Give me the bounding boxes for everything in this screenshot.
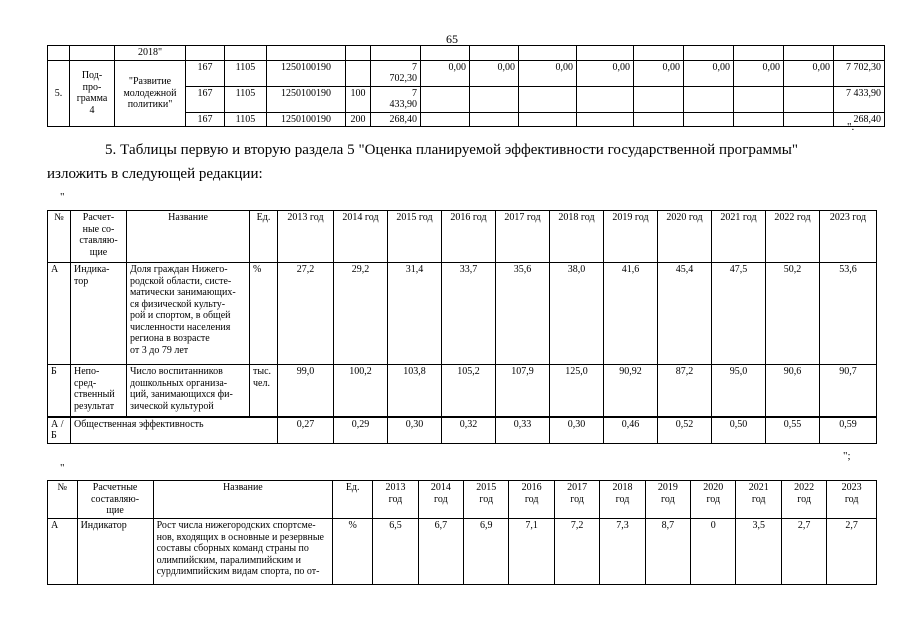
value-cell: 27,2 xyxy=(278,263,334,365)
unit: % xyxy=(250,263,278,365)
cell xyxy=(577,112,634,127)
cell: 167 xyxy=(186,112,225,127)
cell: 7 433,90 xyxy=(371,86,421,112)
cell xyxy=(784,86,834,112)
cell: 7 702,30 xyxy=(834,60,885,86)
value-cell: 35,6 xyxy=(496,263,550,365)
value-cell: 29,2 xyxy=(334,263,388,365)
page-number: 65 xyxy=(446,32,458,46)
unit: % xyxy=(333,519,373,585)
opening-quote: " xyxy=(60,191,65,203)
value-cell: 87,2 xyxy=(658,365,712,417)
cell: 0,00 xyxy=(734,60,784,86)
column-header: 2020 год xyxy=(691,481,736,519)
cell: 0,00 xyxy=(784,60,834,86)
cell: 1105 xyxy=(225,112,267,127)
cell: 0,00 xyxy=(470,60,519,86)
instruction-paragraph-line2: изложить в следующей редакции: xyxy=(47,166,263,182)
column-header: 2021 год xyxy=(736,481,781,519)
program-name: "Развитие молодежной политики" xyxy=(115,60,186,127)
value-cell: 0,27 xyxy=(278,417,334,444)
column-header: 2014 год xyxy=(334,211,388,263)
component-label: Непо- сред- ственный результат xyxy=(71,365,127,417)
column-header: Название xyxy=(127,211,250,263)
value-cell: 38,0 xyxy=(550,263,604,365)
cell: 1105 xyxy=(225,86,267,112)
cell: 167 xyxy=(186,86,225,112)
row-number: А / Б xyxy=(48,417,71,444)
cell xyxy=(684,86,734,112)
value-cell: 6,9 xyxy=(464,519,509,585)
table-row xyxy=(48,365,877,417)
cell xyxy=(519,86,577,112)
cell: 1250100190 xyxy=(267,60,346,86)
cell: 1105 xyxy=(225,60,267,86)
header-row xyxy=(48,211,877,263)
cell: 100 xyxy=(346,86,371,112)
cell xyxy=(634,112,684,127)
value-cell: 0,30 xyxy=(388,417,442,444)
column-header: 2022 год xyxy=(781,481,826,519)
cell xyxy=(346,60,371,86)
cell: 200 xyxy=(346,112,371,127)
value-cell: 103,8 xyxy=(388,365,442,417)
value-cell: 41,6 xyxy=(604,263,658,365)
value-cell: 53,6 xyxy=(820,263,877,365)
table-row xyxy=(48,263,877,365)
cell xyxy=(421,112,470,127)
closing-quote: "; xyxy=(843,450,851,462)
column-header: 2019 год xyxy=(645,481,690,519)
efficiency-table-1 xyxy=(47,210,877,444)
table-row xyxy=(48,519,877,585)
value-cell: 0,59 xyxy=(820,417,877,444)
cell: 7 433,90 xyxy=(834,86,885,112)
value-cell: 107,9 xyxy=(496,365,550,417)
column-header: 2015 год xyxy=(388,211,442,263)
value-cell: 6,7 xyxy=(418,519,463,585)
value-cell: 0,30 xyxy=(550,417,604,444)
summary-label: Общественная эффективность xyxy=(71,417,278,444)
summary-row xyxy=(48,417,877,444)
cell xyxy=(684,112,734,127)
cell xyxy=(421,86,470,112)
value-cell: 0,46 xyxy=(604,417,658,444)
value-cell: 50,2 xyxy=(766,263,820,365)
header-row xyxy=(48,481,877,519)
table-row xyxy=(48,46,885,61)
component-label: Индикатор xyxy=(77,519,153,585)
closing-quote: ". xyxy=(847,121,855,133)
column-header: 2016 год xyxy=(442,211,496,263)
cell: 0,00 xyxy=(421,60,470,86)
value-cell: 0,33 xyxy=(496,417,550,444)
value-cell: 100,2 xyxy=(334,365,388,417)
value-cell: 125,0 xyxy=(550,365,604,417)
value-cell: 0,52 xyxy=(658,417,712,444)
column-header: Ед. xyxy=(250,211,278,263)
value-cell: 8,7 xyxy=(645,519,690,585)
column-header: 2014 год xyxy=(418,481,463,519)
column-header: 2021 год xyxy=(712,211,766,263)
efficiency-table-2 xyxy=(47,480,877,585)
component-label: Индика- тор xyxy=(71,263,127,365)
column-header: 2020 год xyxy=(658,211,712,263)
value-cell: 0 xyxy=(691,519,736,585)
value-cell: 0,55 xyxy=(766,417,820,444)
column-header: 2013 год xyxy=(373,481,418,519)
value-cell: 99,0 xyxy=(278,365,334,417)
column-header: 2023 год xyxy=(827,481,877,519)
value-cell: 0,32 xyxy=(442,417,496,444)
cell xyxy=(734,86,784,112)
cell: 268,40 xyxy=(834,112,885,127)
unit: тыс. чел. xyxy=(250,365,278,417)
value-cell: 2,7 xyxy=(781,519,826,585)
opening-quote: " xyxy=(60,462,65,474)
cell xyxy=(734,112,784,127)
value-cell: 7,1 xyxy=(509,519,554,585)
column-header: 2017 год xyxy=(496,211,550,263)
value-cell: 45,4 xyxy=(658,263,712,365)
column-header: 2018 год xyxy=(600,481,645,519)
indicator-name: Рост числа нижегородских спортсме- нов, входящих в основные и резервные составы сборных команд страны по олимпийским, паралимпийским и сурдлимпийским видам спорта, по от- xyxy=(153,519,333,585)
column-header: Ед. xyxy=(333,481,373,519)
value-cell: 6,5 xyxy=(373,519,418,585)
column-header: 2022 год xyxy=(766,211,820,263)
value-cell: 47,5 xyxy=(712,263,766,365)
cell: 268,40 xyxy=(371,112,421,127)
cell xyxy=(634,86,684,112)
cell: 167 xyxy=(186,60,225,86)
column-header: 2017 год xyxy=(554,481,599,519)
column-header: Название xyxy=(153,481,333,519)
column-header: Расчетные составляю- щие xyxy=(77,481,153,519)
value-cell: 0,50 xyxy=(712,417,766,444)
value-cell: 90,6 xyxy=(766,365,820,417)
indicator-name: Число воспитанников дошкольных организа- ций, занимающихся фи- зической культурой xyxy=(127,365,250,417)
row-number: 5. xyxy=(48,60,70,127)
cell xyxy=(519,112,577,127)
row-number: А xyxy=(48,519,78,585)
value-cell: 7,3 xyxy=(600,519,645,585)
column-header: 2019 год xyxy=(604,211,658,263)
value-cell: 90,7 xyxy=(820,365,877,417)
column-header: 2015 год xyxy=(464,481,509,519)
cell: 0,00 xyxy=(577,60,634,86)
cell xyxy=(470,86,519,112)
cell: 1250100190 xyxy=(267,112,346,127)
column-header: 2018 год xyxy=(550,211,604,263)
column-header: 2013 год xyxy=(278,211,334,263)
row-number: Б xyxy=(48,365,71,417)
cell: 0,00 xyxy=(634,60,684,86)
value-cell: 0,29 xyxy=(334,417,388,444)
cell xyxy=(577,86,634,112)
budget-table xyxy=(47,45,885,127)
value-cell: 95,0 xyxy=(712,365,766,417)
cell xyxy=(784,112,834,127)
value-cell: 33,7 xyxy=(442,263,496,365)
column-header: 2023 год xyxy=(820,211,877,263)
value-cell: 2,7 xyxy=(827,519,877,585)
year-label: 2018" xyxy=(115,46,186,61)
column-header: Расчет- ные со- ставляю- щие xyxy=(71,211,127,263)
cell: 7 702,30 xyxy=(371,60,421,86)
indicator-name: Доля граждан Нижего- родской области, систе- матически занимающих- ся физической культу- рой и спортом, в общей численности населения региона в возрасте от 3 до 79 лет xyxy=(127,263,250,365)
value-cell: 105,2 xyxy=(442,365,496,417)
program-type: Под- про- грамма 4 xyxy=(70,60,115,127)
cell: 0,00 xyxy=(519,60,577,86)
value-cell: 7,2 xyxy=(554,519,599,585)
cell: 0,00 xyxy=(684,60,734,86)
table-row xyxy=(48,60,885,86)
cell: 1250100190 xyxy=(267,86,346,112)
column-header: № xyxy=(48,481,78,519)
cell xyxy=(470,112,519,127)
value-cell: 31,4 xyxy=(388,263,442,365)
instruction-paragraph-line1: 5. Таблицы первую и вторую раздела 5 "Оценка планируемой эффективности государственной программы" xyxy=(105,142,799,158)
column-header: 2016 год xyxy=(509,481,554,519)
row-number: А xyxy=(48,263,71,365)
value-cell: 90,92 xyxy=(604,365,658,417)
value-cell: 3,5 xyxy=(736,519,781,585)
column-header: № xyxy=(48,211,71,263)
